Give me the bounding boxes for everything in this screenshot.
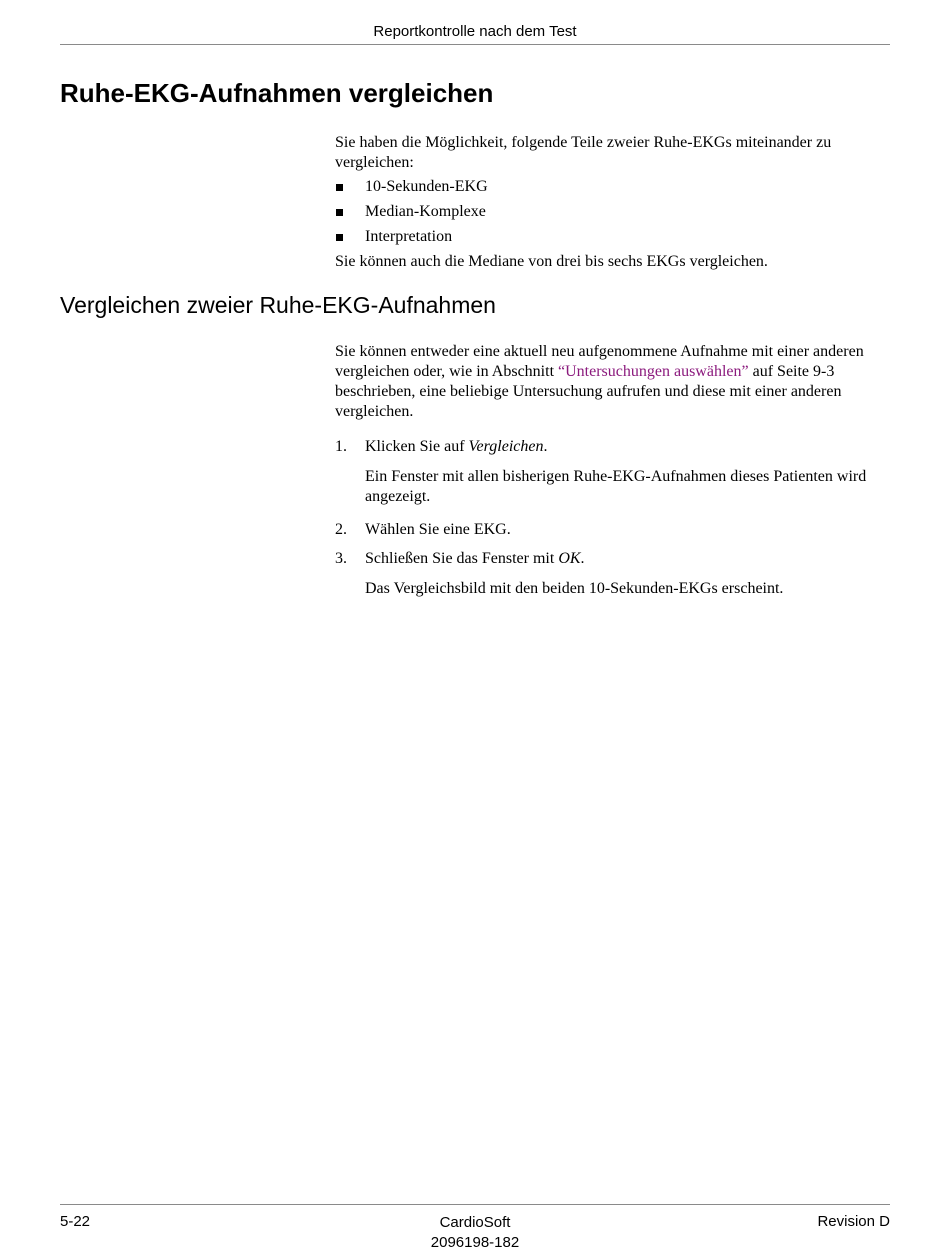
step-3-result: Das Vergleichsbild mit den beiden 10-Sekunden-EKGs erscheint. — [365, 580, 784, 597]
header-divider — [60, 44, 890, 45]
cross-reference-link[interactable]: “Untersuchungen auswählen” — [558, 363, 749, 380]
list-item — [335, 177, 870, 202]
product-name: CardioSoft — [439, 1214, 511, 1231]
bullet-list — [335, 177, 870, 252]
list-item — [335, 227, 870, 252]
section-heading: Ruhe-EKG-Aufnahmen vergleichen — [60, 78, 494, 108]
footer-divider — [60, 1204, 890, 1205]
list-item-label: 10-Sekunden-EKG — [365, 178, 488, 195]
list-item-label: Interpretation — [365, 228, 453, 245]
revision-label: Revision D — [817, 1213, 890, 1230]
paragraph-text: auf Seite 9-3 beschrieben, eine beliebige Untersuchung aufrufen und diese mit einer anderen vergleichen. — [335, 363, 842, 420]
page-number: 5-22 — [60, 1213, 91, 1230]
step-1-result: Ein Fenster mit allen bisherigen Ruhe-EKG-Aufnahmen dieses Patienten wird angezeigt. — [365, 468, 867, 505]
step-instruction: Schließen Sie das Fenster mit OK. — [365, 550, 585, 567]
list-item-label: Median-Komplexe — [365, 203, 486, 220]
step-instruction: Klicken Sie auf Vergleichen. — [365, 438, 548, 455]
step-number: 3. — [335, 550, 347, 567]
step-instruction: Wählen Sie eine EKG. — [365, 521, 511, 538]
note-paragraph: Sie können auch die Mediane von drei bis sechs EKGs vergleichen. — [335, 253, 768, 270]
footer-product — [375, 1213, 575, 1253]
step-number: 2. — [335, 521, 347, 538]
intro-paragraph: Sie haben die Möglichkeit, folgende Teile zweier Ruhe-EKGs miteinander zu vergleichen: — [335, 134, 832, 171]
ui-term: Vergleichen — [468, 438, 544, 455]
running-header: Reportkontrolle nach dem Test — [373, 23, 577, 40]
document-number: 2096198-182 — [430, 1234, 520, 1251]
ui-term: OK — [558, 550, 581, 567]
list-item — [335, 202, 870, 227]
bullet-square-icon — [336, 184, 343, 191]
bullet-square-icon — [336, 209, 343, 216]
step-number: 1. — [335, 438, 347, 455]
description-paragraph — [335, 342, 870, 422]
paragraph-text: Sie können entweder eine aktuell neu aufgenommene Aufnahme mit einer anderen vergleichen oder, wie in Abschnitt — [335, 343, 864, 380]
subsection-heading: Vergleichen zweier Ruhe-EKG-Aufnahmen — [60, 292, 496, 318]
bullet-square-icon — [336, 234, 343, 241]
